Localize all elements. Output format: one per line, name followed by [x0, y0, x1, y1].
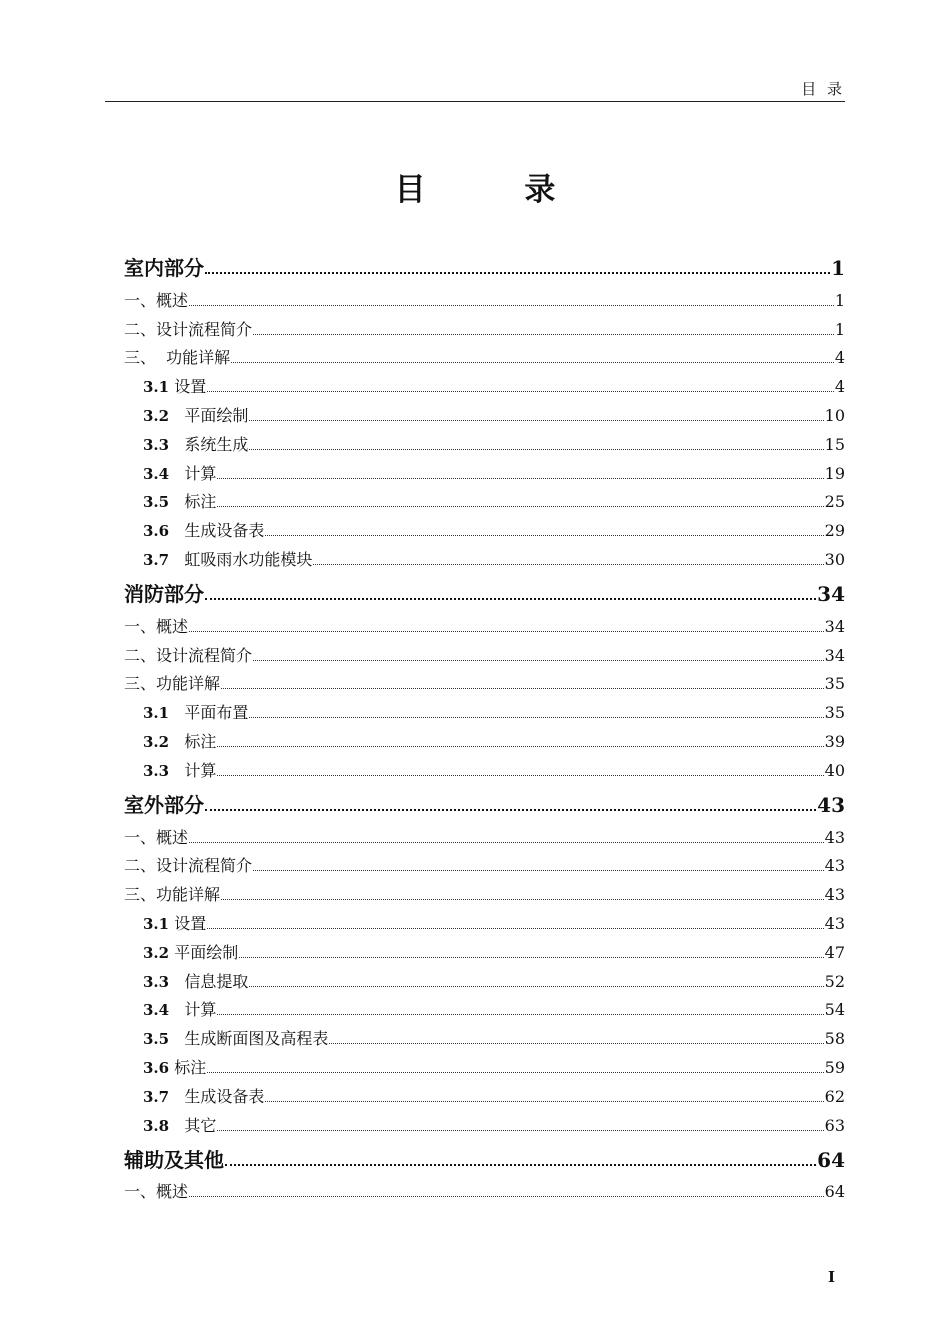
toc-entry-number: 3.4 [143, 1001, 170, 1020]
toc-subsection-entry[interactable] [124, 488, 845, 517]
toc-entry-label: 三、 功能详解 [124, 348, 231, 368]
toc-subsection-entry[interactable] [124, 1053, 845, 1082]
toc-page-number: 34 [817, 581, 845, 606]
toc-page-number: 64 [817, 1147, 845, 1172]
toc-entry-number: 3.5 [143, 1030, 170, 1049]
toc-entry-label: 设置 [169, 913, 207, 933]
toc-page-number: 19 [824, 463, 845, 483]
toc-page-number: 30 [824, 549, 845, 569]
dot-leader [313, 563, 823, 565]
dot-leader [253, 333, 834, 335]
dot-leader [189, 630, 824, 632]
toc-entry-number: 3.3 [143, 761, 170, 780]
toc-entry-label: 室外部分 [124, 792, 204, 817]
toc-subsection-entry[interactable] [124, 1082, 845, 1111]
toc-entry-number: 3.4 [143, 464, 170, 483]
toc-entry-number: 3.3 [143, 972, 170, 991]
toc-entry-label: 计算 [169, 463, 217, 483]
dot-leader [265, 534, 823, 536]
toc-subsection-entry[interactable] [124, 372, 845, 401]
dot-leader [205, 808, 816, 811]
toc-page-number: 40 [824, 760, 845, 780]
toc-entry-label: 一、概述 [124, 616, 189, 636]
toc-entry-number: 3.8 [143, 1116, 170, 1135]
toc-page-number: 43 [824, 885, 845, 905]
toc-entry-number: 3.1 [143, 704, 170, 723]
toc-entry-label: 室内部分 [124, 256, 204, 280]
toc-page-number: 25 [824, 492, 845, 512]
dot-leader [253, 869, 824, 871]
toc-entry-label: 一、概述 [124, 1182, 189, 1202]
dot-leader [217, 774, 823, 776]
toc-entry-label: 二、设计流程简介 [124, 319, 253, 339]
toc-page-number: 15 [824, 434, 845, 454]
toc-page-number: 35 [824, 674, 845, 694]
toc-entry-number: 3.6 [143, 1058, 170, 1077]
toc-page-number: 4 [834, 348, 845, 368]
dot-leader [207, 1071, 823, 1073]
toc-section-entry[interactable] [124, 315, 845, 344]
toc-section-entry[interactable] [124, 1178, 845, 1207]
toc-section-entry[interactable] [124, 286, 845, 315]
toc-entry-label: 一、概述 [124, 290, 189, 310]
table-of-contents [124, 248, 845, 1206]
toc-page-number: 1 [831, 256, 845, 280]
dot-leader [207, 390, 834, 392]
toc-entry-label: 标注 [169, 492, 217, 512]
toc-subsection-entry[interactable] [124, 545, 845, 574]
toc-entry-number: 3.2 [143, 406, 170, 425]
toc-entry-label: 三、功能详解 [124, 885, 221, 905]
toc-entry-number: 3.6 [143, 522, 170, 541]
dot-leader [265, 1100, 823, 1102]
toc-subsection-entry[interactable] [124, 401, 845, 430]
dot-leader [189, 304, 834, 306]
toc-part-entry[interactable] [124, 785, 845, 823]
toc-entry-number: 3.5 [143, 493, 170, 512]
toc-part-entry[interactable] [124, 248, 845, 286]
toc-page-number: 64 [824, 1182, 845, 1202]
dot-leader [329, 1042, 823, 1044]
toc-entry-label: 生成设备表 [169, 1086, 265, 1106]
toc-entry-label: 其它 [169, 1115, 217, 1135]
toc-entry-label: 三、功能详解 [124, 674, 221, 694]
toc-page-number: 43 [824, 827, 845, 847]
toc-subsection-entry[interactable] [124, 1111, 845, 1140]
toc-subsection-entry[interactable] [124, 967, 845, 996]
toc-section-entry[interactable] [124, 670, 845, 699]
toc-part-entry[interactable] [124, 1140, 845, 1178]
toc-section-entry[interactable] [124, 823, 845, 852]
toc-page-number: 52 [824, 971, 845, 991]
toc-section-entry[interactable] [124, 612, 845, 641]
dot-leader [249, 985, 823, 987]
toc-page-number: 58 [824, 1029, 845, 1049]
toc-subsection-entry[interactable] [124, 756, 845, 785]
toc-subsection-entry[interactable] [124, 996, 845, 1025]
toc-page-number: 34 [824, 616, 845, 636]
toc-page-number: 47 [824, 942, 845, 962]
toc-section-entry[interactable] [124, 641, 845, 670]
toc-entry-number: 3.1 [143, 914, 170, 933]
dot-leader [217, 505, 823, 507]
toc-page-number: 43 [824, 856, 845, 876]
toc-entry-label: 生成断面图及高程表 [169, 1029, 329, 1049]
toc-entry-label: 一、概述 [124, 827, 189, 847]
toc-page-number: 43 [817, 792, 845, 817]
dot-leader [189, 841, 824, 843]
toc-subsection-entry[interactable] [124, 516, 845, 545]
toc-section-entry[interactable] [124, 344, 845, 373]
toc-entry-label: 平面绘制 [169, 942, 239, 962]
toc-page-number: 59 [824, 1057, 845, 1077]
toc-entry-label: 设置 [169, 377, 207, 397]
toc-subsection-entry[interactable] [124, 938, 845, 967]
page-title: 目 录 [394, 172, 600, 208]
toc-section-entry[interactable] [124, 852, 845, 881]
toc-entry-label: 计算 [169, 760, 217, 780]
toc-entry-number: 3.7 [143, 1087, 170, 1106]
dot-leader [217, 1013, 823, 1015]
toc-page-number: 29 [824, 521, 845, 541]
dot-leader [207, 927, 823, 929]
toc-entry-label: 平面绘制 [169, 405, 249, 425]
dot-leader [217, 1129, 823, 1131]
toc-page-number: 39 [824, 731, 845, 751]
toc-page-number: 4 [834, 377, 845, 397]
toc-entry-label: 平面布置 [169, 703, 249, 723]
toc-page-number: 54 [824, 1000, 845, 1020]
toc-entry-label: 辅助及其他 [124, 1147, 224, 1172]
dot-leader [217, 477, 823, 479]
toc-entry-number: 3.7 [143, 550, 170, 569]
dot-leader [249, 419, 823, 421]
toc-subsection-entry[interactable] [124, 459, 845, 488]
toc-entry-label: 信息提取 [169, 971, 249, 991]
dot-leader [231, 361, 834, 363]
page-number: I [827, 1268, 835, 1286]
running-header: 目 录 [801, 80, 845, 98]
toc-entry-label: 二、设计流程简介 [124, 856, 253, 876]
dot-leader [217, 745, 823, 747]
toc-subsection-entry[interactable] [124, 727, 845, 756]
dot-leader [239, 956, 823, 958]
toc-subsection-entry[interactable] [124, 430, 845, 459]
toc-entry-label: 系统生成 [169, 434, 249, 454]
toc-entry-label: 计算 [169, 1000, 217, 1020]
toc-subsection-entry[interactable] [124, 1024, 845, 1053]
dot-leader [225, 1163, 816, 1166]
dot-leader [189, 1195, 824, 1197]
dot-leader [249, 448, 823, 450]
dot-leader [205, 597, 816, 600]
dot-leader [205, 271, 830, 274]
toc-entry-label: 标注 [169, 1057, 207, 1077]
toc-entry-label: 虹吸雨水功能模块 [169, 549, 313, 569]
toc-page-number: 43 [824, 913, 845, 933]
toc-part-entry[interactable] [124, 574, 845, 612]
dot-leader [253, 659, 824, 661]
toc-entry-label: 标注 [169, 731, 217, 751]
toc-page-number: 1 [834, 290, 845, 310]
toc-entry-label: 消防部分 [124, 581, 204, 606]
toc-entry-number: 3.2 [143, 943, 170, 962]
toc-subsection-entry[interactable] [124, 909, 845, 938]
toc-section-entry[interactable] [124, 880, 845, 909]
dot-leader [221, 687, 824, 689]
toc-page-number: 34 [824, 645, 845, 665]
dot-leader [249, 716, 823, 718]
dot-leader [221, 898, 824, 900]
toc-entry-number: 3.3 [143, 435, 170, 454]
toc-entry-label: 二、设计流程简介 [124, 645, 253, 665]
toc-entry-number: 3.1 [143, 378, 170, 397]
toc-subsection-entry[interactable] [124, 698, 845, 727]
toc-page-number: 10 [824, 405, 845, 425]
toc-page-number: 1 [834, 319, 845, 339]
toc-page-number: 63 [824, 1115, 845, 1135]
header-rule [105, 101, 845, 102]
toc-page-number: 35 [824, 703, 845, 723]
toc-entry-number: 3.2 [143, 732, 170, 751]
toc-entry-label: 生成设备表 [169, 521, 265, 541]
toc-page-number: 62 [824, 1086, 845, 1106]
